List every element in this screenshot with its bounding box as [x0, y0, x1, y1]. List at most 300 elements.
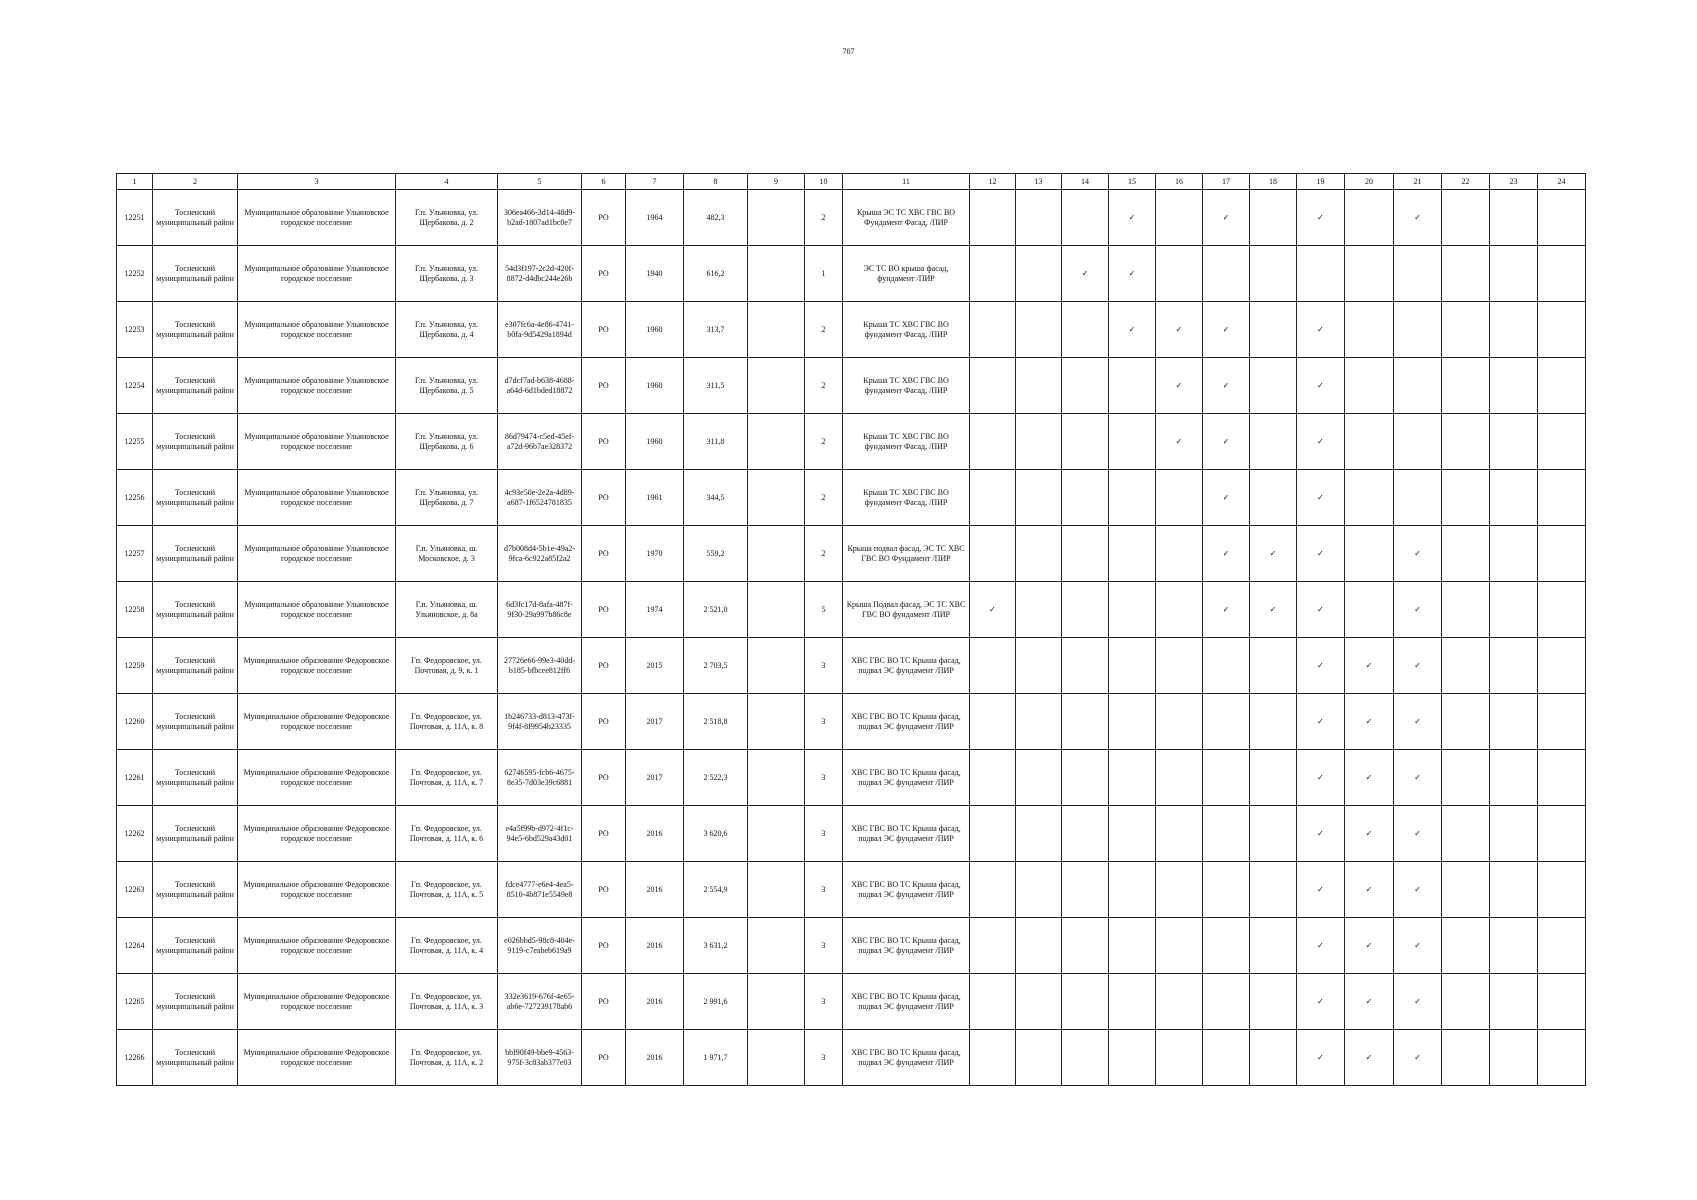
empty-cell — [1345, 526, 1394, 582]
column-number-19: 19 — [1297, 174, 1345, 190]
column-number-10: 10 — [805, 174, 843, 190]
district-cell: Тосненский муниципальный район — [153, 694, 238, 750]
empty-cell — [1156, 1030, 1203, 1086]
year-cell: 2017 — [626, 750, 684, 806]
area-cell: 2 518,8 — [684, 694, 748, 750]
type-cell: РО — [582, 414, 626, 470]
row-id-cell: 12259 — [117, 638, 153, 694]
check-mark-icon: ✓ — [1203, 414, 1250, 470]
row-id-cell: 12262 — [117, 806, 153, 862]
col9-cell — [748, 862, 805, 918]
col9-cell — [748, 526, 805, 582]
empty-cell — [1062, 470, 1109, 526]
works-cell: ХВС ГВС ВО ТС Крыша фасад, подвал ЭС фундамент /ПИР — [843, 974, 970, 1030]
empty-cell — [1490, 358, 1538, 414]
empty-cell — [1203, 1030, 1250, 1086]
year-cell: 1974 — [626, 582, 684, 638]
address-cell: Гп. Федоровское, ул. Почтовая, д. 11А, к. 3 — [396, 974, 498, 1030]
check-mark-icon: ✓ — [1297, 190, 1345, 246]
guid-cell: e026bbd5-98c8-404e-9119-c7eabeb619a9 — [498, 918, 582, 974]
col9-cell — [748, 470, 805, 526]
check-mark-icon: ✓ — [1156, 414, 1203, 470]
year-cell: 2016 — [626, 1030, 684, 1086]
guid-cell: fdce4777-e6e4-4ea5-8510-4b871e5549e8 — [498, 862, 582, 918]
empty-cell — [1062, 806, 1109, 862]
check-mark-icon: ✓ — [1394, 806, 1442, 862]
district-cell: Тосненский муниципальный район — [153, 582, 238, 638]
column-number-24: 24 — [1538, 174, 1586, 190]
municipality-cell: Муниципальное образование Федоровское городское поселение — [238, 638, 396, 694]
empty-cell — [1203, 750, 1250, 806]
check-mark-icon: ✓ — [1345, 1030, 1394, 1086]
year-cell: 2015 — [626, 638, 684, 694]
check-mark-icon: ✓ — [1394, 974, 1442, 1030]
check-mark-icon: ✓ — [1297, 526, 1345, 582]
col10-cell: 2 — [805, 190, 843, 246]
col10-cell: 2 — [805, 358, 843, 414]
table-row — [117, 918, 1586, 974]
works-cell: ХВС ГВС ВО ТС Крыша фасад, подвал ЭС фундамент /ПИР — [843, 918, 970, 974]
empty-cell — [1394, 302, 1442, 358]
col10-cell: 3 — [805, 638, 843, 694]
empty-cell — [1016, 806, 1062, 862]
empty-cell — [1538, 806, 1586, 862]
empty-cell — [1109, 862, 1156, 918]
address-cell: Г.п. Ульяновка, ул. Щербакова, д. 6 — [396, 414, 498, 470]
works-cell: ЭС ТС ВО крыша фасад, фундамент /ПИР — [843, 246, 970, 302]
empty-cell — [1016, 470, 1062, 526]
col9-cell — [748, 246, 805, 302]
empty-cell — [1062, 414, 1109, 470]
area-cell: 2 991,6 — [684, 974, 748, 1030]
check-mark-icon: ✓ — [1109, 302, 1156, 358]
area-cell: 616,2 — [684, 246, 748, 302]
year-cell: 1964 — [626, 190, 684, 246]
district-cell: Тосненский муниципальный район — [153, 918, 238, 974]
empty-cell — [1490, 974, 1538, 1030]
empty-cell — [970, 526, 1016, 582]
works-cell: ХВС ГВС ВО ТС Крыша фасад, подвал ЭС фундамент /ПИР — [843, 638, 970, 694]
empty-cell — [1345, 246, 1394, 302]
empty-cell — [1016, 974, 1062, 1030]
empty-cell — [1109, 358, 1156, 414]
check-mark-icon: ✓ — [1109, 190, 1156, 246]
empty-cell — [1490, 302, 1538, 358]
empty-cell — [970, 862, 1016, 918]
empty-cell — [1016, 1030, 1062, 1086]
check-mark-icon: ✓ — [1345, 750, 1394, 806]
empty-cell — [1490, 806, 1538, 862]
row-id-cell: 12255 — [117, 414, 153, 470]
area-cell: 559,2 — [684, 526, 748, 582]
municipality-cell: Муниципальное образование Федоровское городское поселение — [238, 1030, 396, 1086]
guid-cell: 4c93e50e-2e2a-4d89-a687-1f6524781835 — [498, 470, 582, 526]
guid-cell: 54d3f197-2c2d-420f-8872-d4dbc244e26b — [498, 246, 582, 302]
check-mark-icon: ✓ — [1394, 750, 1442, 806]
district-cell: Тосненский муниципальный район — [153, 862, 238, 918]
municipality-cell: Муниципальное образование Ульяновское городское поселение — [238, 190, 396, 246]
area-cell: 482,3 — [684, 190, 748, 246]
empty-cell — [1490, 918, 1538, 974]
check-mark-icon: ✓ — [1203, 302, 1250, 358]
address-cell: Г.п. Ульяновка, ул. Щербакова, д. 3 — [396, 246, 498, 302]
area-cell: 3 631,2 — [684, 918, 748, 974]
empty-cell — [1490, 694, 1538, 750]
address-cell: Г.п. Ульяновка, ш. Ульяновское, д. 8а — [396, 582, 498, 638]
empty-cell — [1016, 190, 1062, 246]
empty-cell — [1442, 190, 1490, 246]
empty-cell — [1250, 470, 1297, 526]
type-cell: РО — [582, 246, 626, 302]
row-id-cell: 12256 — [117, 470, 153, 526]
empty-cell — [1345, 190, 1394, 246]
empty-cell — [1156, 974, 1203, 1030]
empty-cell — [1442, 414, 1490, 470]
column-number-9: 9 — [748, 174, 805, 190]
column-number-21: 21 — [1394, 174, 1442, 190]
area-cell: 311,8 — [684, 414, 748, 470]
empty-cell — [970, 750, 1016, 806]
col10-cell: 3 — [805, 806, 843, 862]
table-row — [117, 302, 1586, 358]
empty-cell — [1442, 1030, 1490, 1086]
table-row — [117, 806, 1586, 862]
check-mark-icon: ✓ — [1250, 582, 1297, 638]
table-row — [117, 1030, 1586, 1086]
address-cell: Гп. Федоровское, ул. Почтовая, д. 11А, к. 4 — [396, 918, 498, 974]
column-number-11: 11 — [843, 174, 970, 190]
check-mark-icon: ✓ — [1345, 638, 1394, 694]
type-cell: РО — [582, 750, 626, 806]
empty-cell — [1442, 358, 1490, 414]
year-cell: 1960 — [626, 414, 684, 470]
col9-cell — [748, 974, 805, 1030]
col9-cell — [748, 582, 805, 638]
type-cell: РО — [582, 358, 626, 414]
year-cell: 1970 — [626, 526, 684, 582]
column-number-3: 3 — [238, 174, 396, 190]
district-cell: Тосненский муниципальный район — [153, 190, 238, 246]
address-cell: Гп. Федоровское, ул. Почтовая, д. 11А, к. 2 — [396, 1030, 498, 1086]
address-cell: Г.п. Ульяновка, ул. Щербакова, д. 4 — [396, 302, 498, 358]
check-mark-icon: ✓ — [1297, 638, 1345, 694]
address-cell: Г.п. Ульяновка, ул. Щербакова, д. 5 — [396, 358, 498, 414]
empty-cell — [1490, 750, 1538, 806]
empty-cell — [1109, 526, 1156, 582]
empty-cell — [1250, 358, 1297, 414]
empty-cell — [1109, 750, 1156, 806]
type-cell: РО — [582, 470, 626, 526]
check-mark-icon: ✓ — [1394, 582, 1442, 638]
check-mark-icon: ✓ — [1297, 414, 1345, 470]
district-cell: Тосненский муниципальный район — [153, 358, 238, 414]
empty-cell — [1538, 638, 1586, 694]
col9-cell — [748, 918, 805, 974]
works-cell: Крыша ТС ХВС ГВС ВО фундамент Фасад, /ПИР — [843, 470, 970, 526]
empty-cell — [970, 414, 1016, 470]
year-cell: 2016 — [626, 806, 684, 862]
empty-cell — [970, 1030, 1016, 1086]
col9-cell — [748, 414, 805, 470]
check-mark-icon: ✓ — [1394, 638, 1442, 694]
works-cell: ХВС ГВС ВО ТС Крыша фасад, подвал ЭС фундамент /ПИР — [843, 750, 970, 806]
empty-cell — [970, 302, 1016, 358]
empty-cell — [1156, 190, 1203, 246]
municipality-cell: Муниципальное образование Федоровское городское поселение — [238, 750, 396, 806]
table-body — [117, 190, 1586, 1086]
empty-cell — [1062, 862, 1109, 918]
check-mark-icon: ✓ — [1394, 526, 1442, 582]
column-number-16: 16 — [1156, 174, 1203, 190]
empty-cell — [1156, 918, 1203, 974]
empty-cell — [1490, 190, 1538, 246]
check-mark-icon: ✓ — [1250, 526, 1297, 582]
empty-cell — [1538, 190, 1586, 246]
guid-cell: e4a5f99b-d972-4f1c-94e5-6bd529a43d01 — [498, 806, 582, 862]
guid-cell: 27726e66-99e3-40dd-b185-bfbcee812ff6 — [498, 638, 582, 694]
empty-cell — [1156, 582, 1203, 638]
table-row — [117, 974, 1586, 1030]
area-cell: 1 971,7 — [684, 1030, 748, 1086]
empty-cell — [1538, 246, 1586, 302]
row-id-cell: 12265 — [117, 974, 153, 1030]
column-number-12: 12 — [970, 174, 1016, 190]
empty-cell — [1490, 246, 1538, 302]
empty-cell — [1538, 862, 1586, 918]
col10-cell: 3 — [805, 974, 843, 1030]
table-row — [117, 190, 1586, 246]
works-cell: Крыша ТС ХВС ГВС ВО фундамент Фасад, /ПИР — [843, 414, 970, 470]
works-cell: ХВС ГВС ВО ТС Крыша фасад, подвал ЭС фундамент /ПИР — [843, 862, 970, 918]
empty-cell — [1490, 526, 1538, 582]
guid-cell: 1b246733-d813-473f-9f4f-8f9954b23335 — [498, 694, 582, 750]
municipality-cell: Муниципальное образование Федоровское городское поселение — [238, 862, 396, 918]
table-row — [117, 526, 1586, 582]
municipality-cell: Муниципальное образование Федоровское городское поселение — [238, 918, 396, 974]
empty-cell — [1250, 190, 1297, 246]
area-cell: 2 522,3 — [684, 750, 748, 806]
col10-cell: 2 — [805, 470, 843, 526]
check-mark-icon: ✓ — [1297, 694, 1345, 750]
empty-cell — [1297, 246, 1345, 302]
empty-cell — [1538, 750, 1586, 806]
empty-cell — [1016, 750, 1062, 806]
table-row — [117, 246, 1586, 302]
table-row — [117, 862, 1586, 918]
works-cell: Крыша Подвал фасад, ЭС ТС ХВС ГВС ВО фундамент /ПИР — [843, 582, 970, 638]
guid-cell: 306ea466-3d14-48d9-b2ad-1807ad1bc0e7 — [498, 190, 582, 246]
guid-cell: d7b008d4-5b1e-49a2-9fca-6c922a85f2a2 — [498, 526, 582, 582]
col10-cell: 2 — [805, 414, 843, 470]
empty-cell — [1109, 806, 1156, 862]
empty-cell — [1250, 918, 1297, 974]
empty-cell — [1156, 526, 1203, 582]
check-mark-icon: ✓ — [970, 582, 1016, 638]
type-cell: РО — [582, 526, 626, 582]
check-mark-icon: ✓ — [1345, 974, 1394, 1030]
check-mark-icon: ✓ — [1345, 862, 1394, 918]
works-cell: ХВС ГВС ВО ТС Крыша фасад, подвал ЭС фундамент /ПИР — [843, 1030, 970, 1086]
empty-cell — [1442, 582, 1490, 638]
empty-cell — [1203, 638, 1250, 694]
empty-cell — [1109, 1030, 1156, 1086]
column-number-row — [117, 174, 1586, 190]
check-mark-icon: ✓ — [1156, 358, 1203, 414]
empty-cell — [1156, 750, 1203, 806]
check-mark-icon: ✓ — [1156, 302, 1203, 358]
empty-cell — [1203, 806, 1250, 862]
page-number: 767 — [842, 47, 855, 56]
district-cell: Тосненский муниципальный район — [153, 750, 238, 806]
col10-cell: 3 — [805, 1030, 843, 1086]
column-number-6: 6 — [582, 174, 626, 190]
empty-cell — [1250, 302, 1297, 358]
empty-cell — [1203, 862, 1250, 918]
col9-cell — [748, 694, 805, 750]
col9-cell — [748, 302, 805, 358]
works-cell: Крыша ЭС ТС ХВС ГВС ВО Фундамент Фасад, /ПИР — [843, 190, 970, 246]
empty-cell — [1062, 694, 1109, 750]
column-number-22: 22 — [1442, 174, 1490, 190]
empty-cell — [1538, 526, 1586, 582]
empty-cell — [970, 246, 1016, 302]
empty-cell — [1062, 974, 1109, 1030]
empty-cell — [1156, 246, 1203, 302]
empty-cell — [1538, 358, 1586, 414]
empty-cell — [1442, 302, 1490, 358]
table-row — [117, 638, 1586, 694]
column-number-15: 15 — [1109, 174, 1156, 190]
check-mark-icon: ✓ — [1109, 246, 1156, 302]
empty-cell — [970, 918, 1016, 974]
col10-cell: 3 — [805, 918, 843, 974]
address-cell: Г.п. Ульяновка, ул. Щербакова, д. 7 — [396, 470, 498, 526]
year-cell: 1961 — [626, 470, 684, 526]
empty-cell — [1016, 694, 1062, 750]
table-row — [117, 358, 1586, 414]
row-id-cell: 12263 — [117, 862, 153, 918]
empty-cell — [1109, 694, 1156, 750]
empty-cell — [1490, 414, 1538, 470]
col9-cell — [748, 638, 805, 694]
area-cell: 311,5 — [684, 358, 748, 414]
check-mark-icon: ✓ — [1203, 582, 1250, 638]
empty-cell — [1442, 694, 1490, 750]
col10-cell: 2 — [805, 302, 843, 358]
column-number-1: 1 — [117, 174, 153, 190]
type-cell: РО — [582, 862, 626, 918]
empty-cell — [1394, 358, 1442, 414]
empty-cell — [1109, 470, 1156, 526]
municipality-cell: Муниципальное образование Ульяновское городское поселение — [238, 358, 396, 414]
address-cell: Г.п. Ульяновка, ш. Московское, д. 3 — [396, 526, 498, 582]
empty-cell — [970, 190, 1016, 246]
row-id-cell: 12260 — [117, 694, 153, 750]
empty-cell — [1016, 862, 1062, 918]
year-cell: 2016 — [626, 974, 684, 1030]
empty-cell — [1062, 1030, 1109, 1086]
empty-cell — [1156, 638, 1203, 694]
guid-cell: 62746595-fcb6-4675-8e35-7d03e39c6881 — [498, 750, 582, 806]
guid-cell: 332e3619-676f-4e65-ab6e-727239178ab6 — [498, 974, 582, 1030]
empty-cell — [1203, 246, 1250, 302]
empty-cell — [1538, 974, 1586, 1030]
type-cell: РО — [582, 1030, 626, 1086]
col9-cell — [748, 190, 805, 246]
address-cell: Гп. Федоровское, ул. Почтовая, д. 11А, к. 5 — [396, 862, 498, 918]
empty-cell — [1394, 414, 1442, 470]
empty-cell — [1442, 918, 1490, 974]
check-mark-icon: ✓ — [1394, 1030, 1442, 1086]
empty-cell — [1016, 302, 1062, 358]
empty-cell — [1062, 638, 1109, 694]
empty-cell — [970, 358, 1016, 414]
guid-cell: e307fc6a-4e86-4741-b0fa-9d5429a1894d — [498, 302, 582, 358]
check-mark-icon: ✓ — [1345, 918, 1394, 974]
empty-cell — [1442, 750, 1490, 806]
district-cell: Тосненский муниципальный район — [153, 246, 238, 302]
municipality-cell: Муниципальное образование Ульяновское городское поселение — [238, 302, 396, 358]
empty-cell — [1394, 246, 1442, 302]
municipality-cell: Муниципальное образование Федоровское городское поселение — [238, 974, 396, 1030]
table-row — [117, 470, 1586, 526]
column-number-18: 18 — [1250, 174, 1297, 190]
area-cell: 2 521,0 — [684, 582, 748, 638]
empty-cell — [1156, 862, 1203, 918]
check-mark-icon: ✓ — [1394, 918, 1442, 974]
empty-cell — [1442, 638, 1490, 694]
empty-cell — [970, 806, 1016, 862]
municipality-cell: Муниципальное образование Ульяновское городское поселение — [238, 526, 396, 582]
empty-cell — [1156, 470, 1203, 526]
empty-cell — [1016, 638, 1062, 694]
empty-cell — [970, 638, 1016, 694]
empty-cell — [1016, 582, 1062, 638]
col10-cell: 3 — [805, 862, 843, 918]
empty-cell — [1250, 974, 1297, 1030]
row-id-cell: 12254 — [117, 358, 153, 414]
check-mark-icon: ✓ — [1394, 862, 1442, 918]
check-mark-icon: ✓ — [1297, 750, 1345, 806]
year-cell: 1940 — [626, 246, 684, 302]
empty-cell — [1203, 694, 1250, 750]
check-mark-icon: ✓ — [1297, 358, 1345, 414]
type-cell: РО — [582, 694, 626, 750]
check-mark-icon: ✓ — [1297, 302, 1345, 358]
empty-cell — [1442, 806, 1490, 862]
empty-cell — [1490, 1030, 1538, 1086]
guid-cell: 86d79474-c5ed-45ef-a72d-96b7ae328372 — [498, 414, 582, 470]
type-cell: РО — [582, 190, 626, 246]
check-mark-icon: ✓ — [1297, 1030, 1345, 1086]
table-row — [117, 750, 1586, 806]
municipality-cell: Муниципальное образование Ульяновское городское поселение — [238, 414, 396, 470]
area-cell: 2 554,9 — [684, 862, 748, 918]
empty-cell — [1490, 470, 1538, 526]
empty-cell — [1442, 526, 1490, 582]
municipality-cell: Муниципальное образование Федоровское городское поселение — [238, 694, 396, 750]
empty-cell — [1016, 526, 1062, 582]
column-number-7: 7 — [626, 174, 684, 190]
col10-cell: 2 — [805, 526, 843, 582]
empty-cell — [970, 470, 1016, 526]
address-cell: Гп. Федоровское, ул. Почтовая, д. 9, к. 1 — [396, 638, 498, 694]
empty-cell — [1538, 470, 1586, 526]
year-cell: 2017 — [626, 694, 684, 750]
empty-cell — [1109, 638, 1156, 694]
column-number-2: 2 — [153, 174, 238, 190]
district-cell: Тосненский муниципальный район — [153, 470, 238, 526]
